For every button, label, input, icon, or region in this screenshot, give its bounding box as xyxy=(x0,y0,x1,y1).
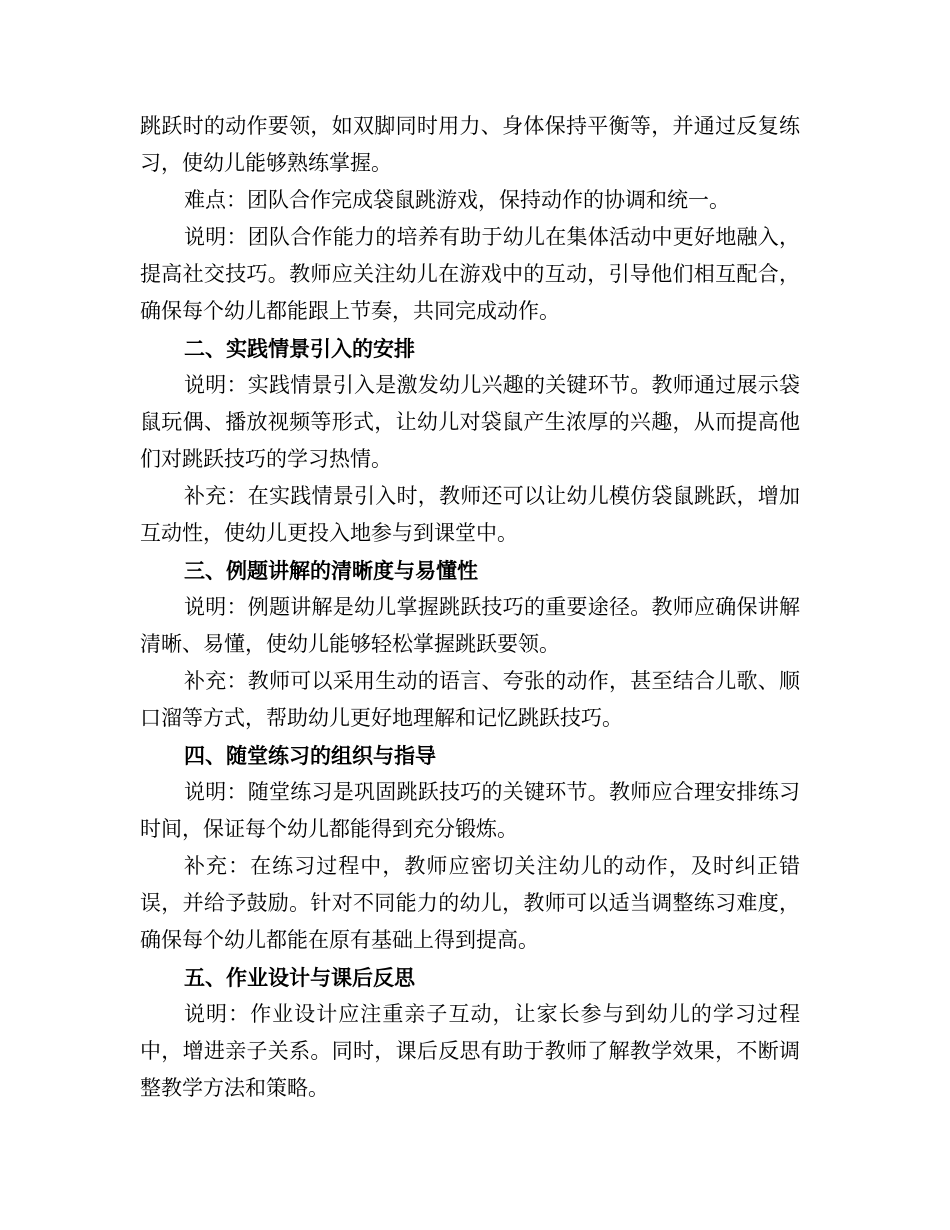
paragraph-supplement-practice: 补充：在练习过程中，教师应密切关注幼儿的动作，及时纠正错误，并给予鼓励。针对不同能力的幼儿，教师可以适当调整练习难度，确保每个幼儿都能在原有基础上得到提高。 xyxy=(140,854,800,952)
paragraph-supplement-scenario: 补充：在实践情景引入时，教师还可以让幼儿模仿袋鼠跳跃，增加互动性，使幼儿更投入地参与到课堂中。 xyxy=(140,484,800,545)
paragraph-difficulty: 难点：团队合作完成袋鼠跳游戏，保持动作的协调和统一。 xyxy=(184,188,730,212)
paragraph-continued: 跳跃时的动作要领，如双脚同时用力、身体保持平衡等，并通过反复练习，使幼儿能够熟练掌握。 xyxy=(140,114,800,175)
paragraph-explanation-homework: 说明：作业设计应注重亲子互动，让家长参与到幼儿的学习过程中，增进亲子关系。同时，课后反思有助于教师了解教学效果，不断调整教学方法和策略。 xyxy=(140,1002,800,1100)
section-heading-3: 三、例题讲解的清晰度与易懂性 xyxy=(184,558,478,583)
paragraph-explanation-scenario: 说明：实践情景引入是激发幼儿兴趣的关键环节。教师通过展示袋鼠玩偶、播放视频等形式，让幼儿对袋鼠产生浓厚的兴趣，从而提高他们对跳跃技巧的学习热情。 xyxy=(140,373,800,471)
paragraph-explanation-teamwork: 说明：团队合作能力的培养有助于幼儿在集体活动中更好地融入，提高社交技巧。教师应关注幼儿在游戏中的互动，引导他们相互配合，确保每个幼儿都能跟上节奏，共同完成动作。 xyxy=(140,225,800,323)
document-body xyxy=(140,108,800,1107)
paragraph-supplement-example: 补充：教师可以采用生动的语言、夸张的动作，甚至结合儿歌、顺口溜等方式，帮助幼儿更好地理解和记忆跳跃技巧。 xyxy=(140,669,800,730)
section-heading-4: 四、随堂练习的组织与指导 xyxy=(184,743,436,768)
section-heading-2: 二、实践情景引入的安排 xyxy=(184,336,415,361)
section-heading-5: 五、作业设计与课后反思 xyxy=(184,965,415,990)
paragraph-explanation-example: 说明：例题讲解是幼儿掌握跳跃技巧的重要途径。教师应确保讲解清晰、易懂，使幼儿能够轻松掌握跳跃要领。 xyxy=(140,595,800,656)
paragraph-explanation-practice: 说明：随堂练习是巩固跳跃技巧的关键环节。教师应合理安排练习时间，保证每个幼儿都能得到充分锻炼。 xyxy=(140,780,800,841)
